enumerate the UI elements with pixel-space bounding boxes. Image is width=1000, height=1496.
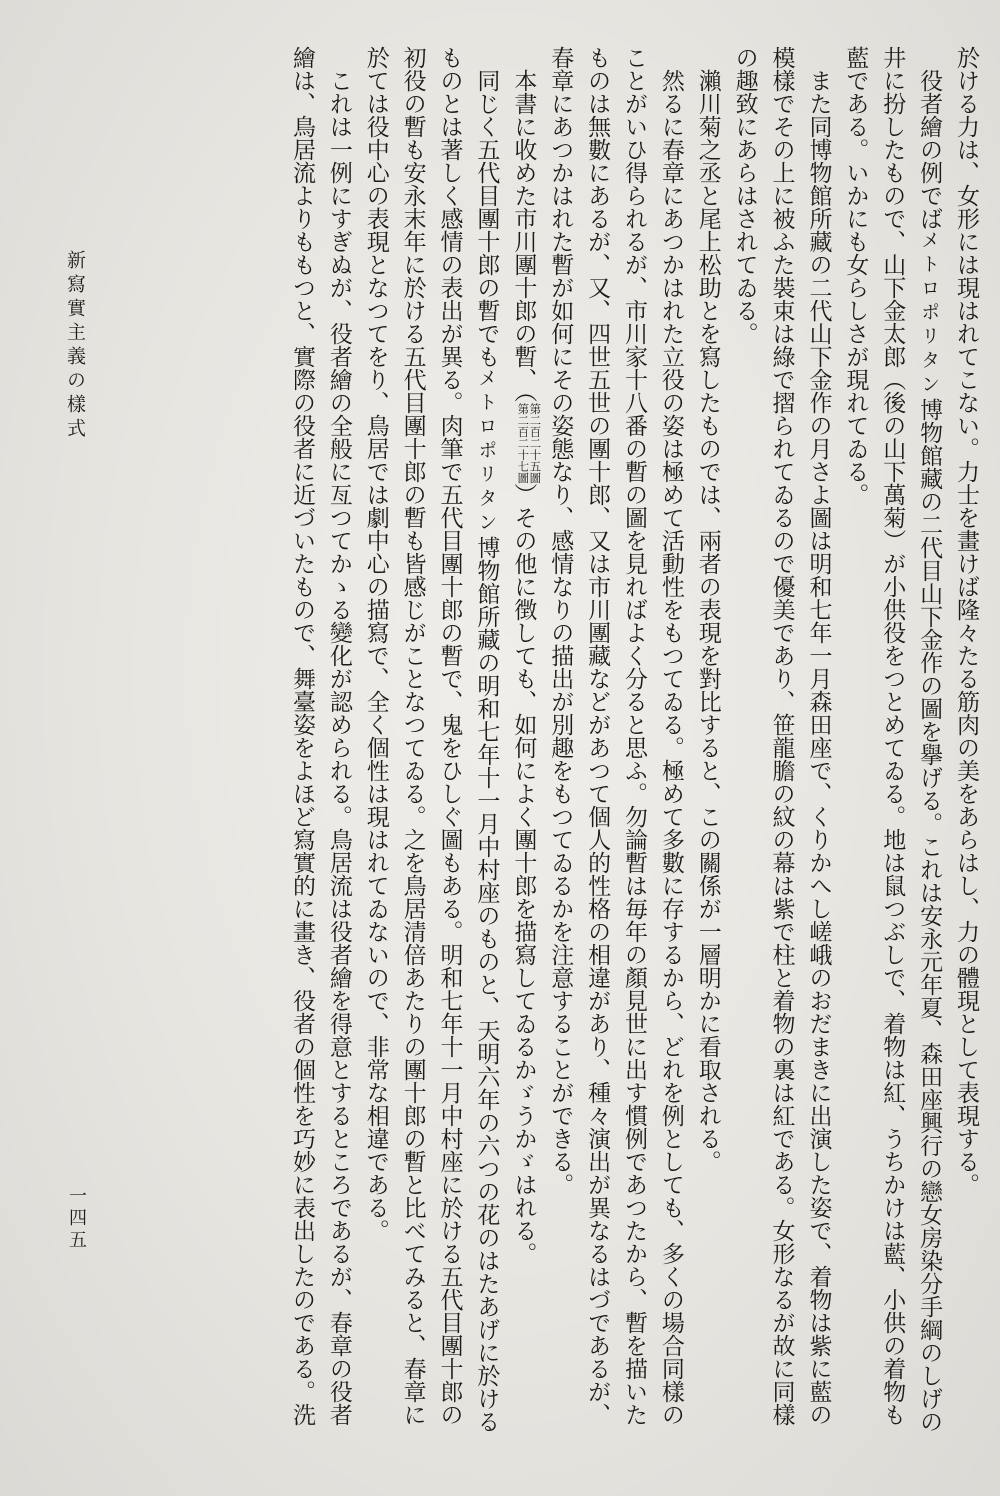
text-column-15: ものとは著しく感情の表出が異る。肉筆で五代目團十郎の暫で、鬼をひしぐ圖もある。明和七年十一月中村座に於ける五代目團十郎の — [436, 46, 463, 1426]
text-column-3: 井に扮したもので、山下金太郎（後の山下萬菊）が小供役をつとめてゐる。地は鼠つぶしで、着物は紅、うちかけは藍、小供の着物も — [879, 46, 906, 1426]
text-column-14 — [468, 46, 505, 1456]
text-column-11: ものは無數にあるが、又、四世五世の團十郎、又は市川團藏などがあつて個人的性格の相違があり、種々演出が異なるはづであるが、 — [584, 46, 611, 1426]
text-column-13 — [504, 46, 541, 1456]
text-segment: 役者繪の例でば — [916, 69, 943, 230]
text-segment: 同じく五代目團十郎の暫でも — [473, 69, 500, 368]
page-number: 一四五 — [66, 1186, 87, 1252]
text-segment: 本書に收めた市川團十郎の暫、 — [510, 69, 537, 391]
figure-reference-line: 第二百二十五圖 — [528, 402, 543, 483]
text-column-2 — [910, 46, 947, 1456]
katakana-segment: メトロポリタン — [918, 230, 941, 398]
text-column-12: 春章にあつかはれた暫が如何にその姿態なり、感情なりの描出が別趣をもつてゐるかを注意することができる。 — [547, 46, 574, 1196]
text-column-8: 瀨川菊之丞と尾上松助とを寫したものでは、兩者の表現を對比すると、この關係が一層明かに看取される。 — [694, 69, 721, 1173]
note-open-paren: （ — [510, 391, 537, 403]
text-column-17: 於ては役中心の表現となつてをり、鳥居では劇中心の描寫で、全く個性は現はれてゐないので、非常な相違である。 — [362, 46, 389, 1242]
text-segment: その他に徴しても、如何によく團十郎を描寫してゐるかゞうかゞはれる。 — [510, 506, 537, 1265]
body-text — [283, 46, 984, 1456]
text-column-7: の趣致にあらはされてゐる。 — [731, 46, 758, 345]
figure-reference-note — [517, 403, 541, 484]
text-segment: 博物館所藏の明和七年十一月中村座のものと、天明六年の六つの花のはたあげに於ける — [473, 536, 500, 1433]
katakana-segment: メトロポリタン — [475, 368, 498, 536]
note-close-paren: ） — [510, 483, 537, 506]
figure-reference-line: 第二百二十七圖 — [516, 402, 531, 483]
text-column-4: 藍である。いかにも女らしさが現れてゐる。 — [842, 46, 869, 506]
text-column-18: これは一例にすぎぬが、役者繪の全般に亙つてかゝる變化が認められる。鳥居流は役者繪を得意とするところであるが、春章の役者 — [325, 69, 352, 1426]
text-column-6: 模樣でその上に被ふた裝束は綠で摺られてゐるので優美であり、笹龍膽の紋の幕は紫で柱と着物の裏は紅である。女形なるが故に同樣 — [768, 46, 795, 1426]
running-head: 新寫實主義の樣式 — [64, 250, 86, 442]
text-column-5: また同博物館所藏の二代山下金作の月さよ圖は明和七年一月森田座で、くりかへし嵯峨のおだまきに出演した姿で、着物は紫に藍の — [805, 69, 832, 1426]
text-column-10: ことがいひ得られるが、市川家十八番の暫の圖を見ればよく分ると思ふ。勿論暫は毎年の顏見世に出す慣例であつたから、暫を描いた — [620, 46, 647, 1426]
text-column-9: 然るに春章にあつかはれた立役の姿は極めて活動性をもつてゐる。極めて多數に存するから、どれを例としても、多くの場合同樣の — [657, 69, 684, 1426]
text-column-19: 繪は、鳥居流よりももつと、實際の役者に近づいたもので、舞臺姿をよほど寫實的に畫き、役者の個性を巧妙に表出したのである。洗 — [288, 46, 315, 1426]
text-segment: 博物館藏の二代目山下金作の圖を擧げる。これは安永元年夏、森田座興行の戀女房染分手綱のしげの — [916, 398, 943, 1433]
text-column-16: 初役の暫も安永末年に於ける五代目團十郎の暫も皆感じがことなつてゐる。之を鳥居清倍あたりの團十郎の暫と比べてみると、春章に — [399, 46, 426, 1426]
text-column-1: 於ける力は、女形には現はれてこない。力士を畫けば隆々たる筋肉の美をあらはし、力の體現として表現する。 — [953, 46, 979, 1196]
